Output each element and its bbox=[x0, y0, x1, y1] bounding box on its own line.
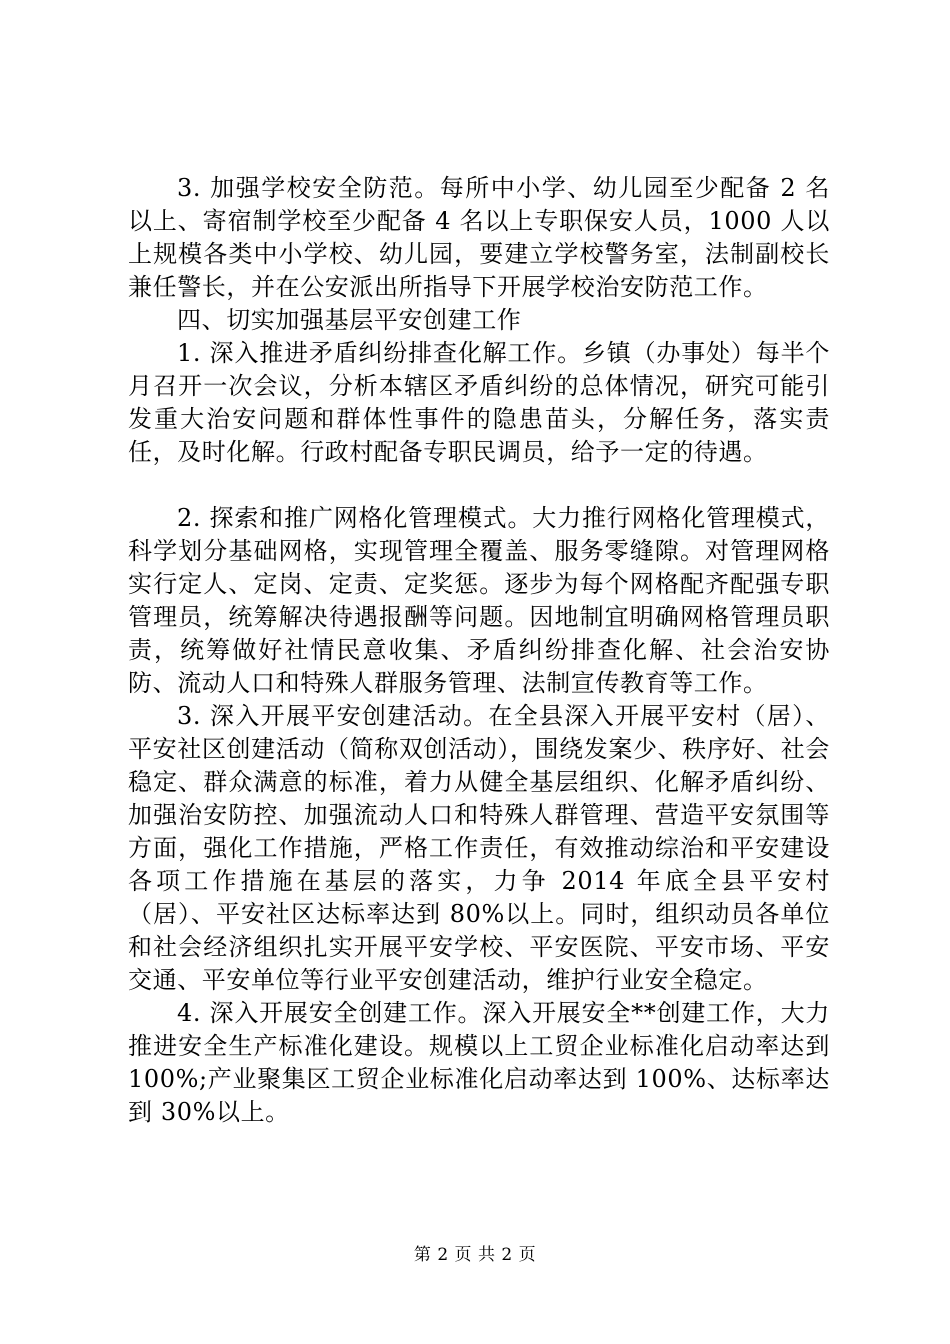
page-number-footer: 第 2 页 共 2 页 bbox=[413, 1245, 537, 1265]
paragraph-safety-campaign: 3. 深入开展平安创建活动。在全县深入开展平安村（居）、平安社区创建活动（简称双创活动），围绕发案少、秩序好、社会稳定、群众满意的标准，着力从健全基层组织、化解矛盾纠纷、加强治安防控、加强流动人口和特殊人群管理、营造平安氛围等方面，强化工作措施，严格工作责任，有效推动综治和平安建设各项工作措施在基层的落实，力争 2014 年底全县平安村（居）、平安社区达标率达到 80%以上。同时，组织动员各单位和社会经济组织扎实开展平安学校、平安医院、平安市场、平安交通、平安单位等行业平安创建活动，维护行业安全稳定。 bbox=[128, 702, 830, 994]
section-heading-grassroots-safety: 四、切实加强基层平安创建工作 bbox=[177, 306, 522, 334]
paragraph-school-safety: 3. 加强学校安全防范。每所中小学、幼儿园至少配备 2 名以上、寄宿制学校至少配备 4 名以上专职保安人员，1000 人以上规模各类中小学校、幼儿园，要建立学校警务室，法制副校长兼任警长，并在公安派出所指导下开展学校治安防范工作。 bbox=[128, 174, 830, 301]
paragraph-dispute-resolution: 1. 深入推进矛盾纠纷排查化解工作。乡镇（办事处）每半个月召开一次会议，分析本辖区矛盾纠纷的总体情况，研究可能引发重大治安问题和群体性事件的隐患苗头，分解任务，落实责任，及时化解。行政村配备专职民调员，给予一定的待遇。 bbox=[128, 339, 830, 466]
paragraph-production-safety: 4. 深入开展安全创建工作。深入开展安全**创建工作，大力推进安全生产标准化建设。规模以上工贸企业标准化启动率达到 100%;产业聚集区工贸企业标准化启动率达到 100%、达标率达到 30%以上。 bbox=[128, 999, 830, 1126]
paragraph-grid-management: 2. 探索和推广网格化管理模式。大力推行网格化管理模式，科学划分基础网格，实现管理全覆盖、服务零缝隙。对管理网格实行定人、定岗、定责、定奖惩。逐步为每个网格配齐配强专职管理员，统筹解决待遇报酬等问题。因地制宜明确网格管理员职责，统筹做好社情民意收集、矛盾纠纷排查化解、社会治安协防、流动人口和特殊人群服务管理、法制宣传教育等工作。 bbox=[128, 504, 830, 697]
document-body bbox=[128, 172, 830, 1129]
